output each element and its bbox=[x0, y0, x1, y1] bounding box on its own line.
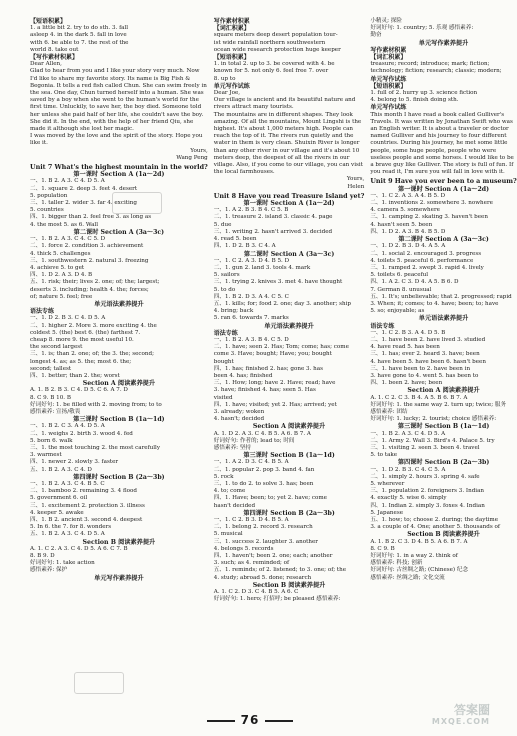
section-heading: 单元语法素养提升 bbox=[418, 315, 469, 323]
answer-line: 3. warmest bbox=[30, 452, 62, 459]
subheading: 【词汇积累】 bbox=[213, 25, 250, 33]
answer-line: ist wide rainfall northern southwestern bbox=[213, 39, 326, 46]
section-heading: Section A 阅读素养提升 bbox=[82, 380, 156, 388]
answer-line: 一、1. D 2. B 3. C 4. D 5. A bbox=[30, 315, 106, 322]
unit-title: Unit 9 Have you ever been to a museum? bbox=[370, 177, 517, 186]
answer-line: 3. When; it; comes; to 4. have; been; to; have bbox=[370, 300, 499, 307]
answer-line: 5. toilets 6. peaceful bbox=[370, 272, 429, 279]
section-heading: 第一课时 Section A (1a～2d) bbox=[73, 171, 165, 179]
answer-line: known for 5. not only 6. feel free 7. over bbox=[213, 68, 329, 75]
answer-line: 四、1. D 2. A 3. B 4. B 5. D bbox=[370, 228, 446, 235]
answer-line: 好词好句: 1. be filled with 2. moving from; to to bbox=[30, 401, 162, 408]
section-heading: 单元写作素养提升 bbox=[418, 39, 469, 47]
answer-line: 二、1. belong 2. record 3. research bbox=[213, 524, 313, 531]
section-heading: 第二课时 Section A (3a～3c) bbox=[73, 228, 165, 236]
answer-line: 好词好句: 1. lucky; 2. tourist; choice 感悟素养: bbox=[370, 416, 497, 423]
answer-line: Our village is ancient and its beautiful nature and rivers attract many tourists. bbox=[213, 97, 356, 111]
answer-line: 5. ran 6. towards 7. marks bbox=[213, 315, 289, 322]
answer-line: 三、1. taller 2. wider 3. far 4. exciting bbox=[30, 200, 137, 207]
answer-line: visited bbox=[213, 394, 233, 401]
answer-line: 4. exactly 5. wise 6. simply bbox=[370, 495, 447, 502]
subheading: 语法专练 bbox=[30, 308, 55, 316]
answer-line: asleep 4. in the dark 5. fall in love bbox=[30, 32, 127, 39]
answer-line: 4. study; abroad 5. done; research bbox=[213, 574, 312, 581]
answer-line: 5. due bbox=[213, 221, 232, 228]
answer-line: A. 1. C 2. C 3. B 4. A 5. B 6. B 7. A bbox=[370, 394, 468, 401]
answer-line: 4. belong to 5. finish doing sth. bbox=[370, 97, 459, 104]
answer-line: A. 1. C 2. D 3. C 4. B 5. A 6. C bbox=[213, 589, 299, 596]
answer-line: 二、1. higher 2. More 3. more exciting 4. the bbox=[30, 322, 157, 329]
answer-line: 一、1. A 2. B 3. B 4. C 5. B bbox=[213, 207, 289, 214]
answer-line: 8. C 9. B 10. B bbox=[30, 394, 71, 401]
answer-line: square meters deep desert population tour- bbox=[213, 32, 338, 39]
answer-line: 五、1. B 2. A 3. C 4. D bbox=[30, 466, 92, 473]
section-heading: 第三课时 Section B (1a～1d) bbox=[397, 423, 490, 431]
column-right bbox=[370, 18, 516, 708]
section-heading: 第三课时 Section B (1a～1d) bbox=[73, 416, 165, 424]
answer-line: 好词好句: 1. hero; 打招呼; be pleased 感悟素养: bbox=[213, 596, 341, 603]
answer-line: technology; fiction; research; classic; modern; bbox=[370, 68, 502, 75]
answer-line: 三、1. population 2. foreigners 3. Indian bbox=[370, 488, 485, 495]
subheading: 【写作素材积累】 bbox=[30, 54, 79, 62]
answer-line: 好词好句: 古丝绸之路; (Chinese) 纪念 bbox=[370, 567, 469, 574]
subheading: 语法专练 bbox=[370, 322, 395, 330]
answer-line: A. 1. B 2. B 3. C 4. D 5. C 6. A 7. D bbox=[30, 387, 128, 394]
answer-line: 三、1. is; than 2. one; of; the 3. the; second; bbox=[30, 351, 154, 358]
answer-line: 四、1. D 2. A 3. D 4. B bbox=[30, 272, 93, 279]
answer-line: 5. In 6. the 7. for 8. wonders bbox=[30, 524, 112, 531]
answer-line: hasn't decided bbox=[213, 502, 256, 509]
answer-line: world 8. take out bbox=[30, 46, 79, 53]
answer-line: 好词好句: 1. take action bbox=[30, 560, 95, 567]
answer-line: 一、1. A 2. D 3. C 4. B 5. A bbox=[213, 459, 289, 466]
answer-line: cheap 8. more 9. the most useful 10. bbox=[30, 336, 134, 343]
subheading: 【短语积累】 bbox=[213, 54, 250, 62]
answer-line: 4. belongs 5. records bbox=[213, 545, 274, 552]
site-watermark bbox=[432, 704, 490, 728]
answer-line: of; nature 5. feel; free bbox=[30, 293, 93, 300]
answer-line: A. 1. B 2. C 3. D 4. B 5. A 6. B 7. A bbox=[370, 538, 468, 545]
answer-line: 一、1. B 2. A 3. C 4. B 5. C bbox=[30, 481, 105, 487]
answer-line: 5. rock bbox=[213, 473, 234, 480]
answer-line: 四、1. A 2. C 3. D 4. A 5. B 6. D bbox=[370, 279, 459, 286]
answer-line: 五、1. B 2. A 3. C 4. D 5. A bbox=[30, 531, 105, 538]
answer-line: 感悟素养: 宣扬/敬畏 bbox=[30, 408, 81, 415]
answer-line: 三、1. visiting 2. seen 3. been 4. travel bbox=[370, 444, 480, 451]
unit-title: Unit 7 What's the highest mountain in the world? bbox=[30, 163, 208, 172]
faint-stamp-mark bbox=[74, 672, 124, 694]
answer-line: 四、1. D 2. B 3. C 4. A bbox=[213, 243, 276, 250]
answer-line: 5. born 6. walk bbox=[30, 437, 73, 444]
section-heading: Section A 阅读素养提升 bbox=[407, 387, 480, 395]
answer-line: 五、1. kills; for; food 2. one; day 3. another; ship bbox=[213, 300, 351, 307]
answer-line: 三、1. camping 2. skating 3. haven't been bbox=[370, 214, 488, 221]
answer-line: 4. to; come bbox=[213, 488, 246, 495]
answer-line: treasure; record; introduce; mark; fiction; bbox=[370, 61, 490, 68]
answer-line: Wang Peng bbox=[176, 154, 208, 161]
answer-line: 一、1. B 2. A 3. C 4. C 5. D bbox=[30, 236, 106, 243]
answer-line: 三、1. the most touching 2. the most carefully bbox=[30, 444, 161, 451]
answer-line: 7. German 8. unusual bbox=[370, 286, 432, 293]
subheading: 写作素材积累 bbox=[213, 18, 250, 25]
answer-line: 四、1. better; than 2. the; worst bbox=[30, 372, 120, 379]
answer-line: 8. up to bbox=[213, 75, 236, 82]
answer-line: 二、1. force 2. condition 3. achievement bbox=[30, 243, 144, 250]
answer-line: I was moved by the love and the spirit of the story. Hope you like it. bbox=[30, 133, 203, 147]
section-heading: 单元语法素养提升 bbox=[264, 322, 314, 330]
answer-line: 五、1. It's; unbelievable; that 2. progressed; rapid bbox=[370, 293, 512, 300]
answer-line: 1. a little bit 2. try to do sth. 3. fall bbox=[30, 25, 129, 32]
answer-line: 3. have gone to 4. went 5. has been to bbox=[370, 372, 479, 379]
answer-line: 1. full of 2. hurry up 3. science fiction bbox=[370, 90, 478, 97]
unit-title: Unit 8 Have you read Treasure Island yet? bbox=[213, 191, 365, 200]
answer-line: 5. wherever bbox=[370, 481, 405, 487]
answer-line: 五、1. how; to; choose 2. during; the daytime bbox=[370, 517, 499, 524]
answer-line: 5. so; enjoyable; as bbox=[370, 308, 425, 315]
answer-line: 二、1. social 2. encouraged 3. progress bbox=[370, 250, 482, 257]
section-heading: 第一课时 Section A (1a～2d) bbox=[243, 200, 335, 208]
section-heading: 第一课时 Section A (1a～2d) bbox=[398, 185, 490, 193]
subheading: 语法专练 bbox=[213, 329, 238, 337]
answer-line: The mountains are in different shapes. They look amazing. Of all the mountains, Mount Lingshi is the highest. It's about 1,000 meters high. People can reach the top of it. The rivers run quietly and the water in them is very clean. Shuixin River is longer than any other river in our village and it's about 10 meters deep, the deepest of all the rivers in our village. Also, if you come to our village, you can visit the local farmhouses. bbox=[213, 111, 363, 176]
subheading: 【词汇积累】 bbox=[370, 54, 407, 62]
answer-line: bought bbox=[213, 358, 234, 365]
section-heading: Section B 阅读素养提升 bbox=[82, 538, 156, 546]
answer-line: 5. sailors bbox=[213, 272, 240, 279]
answer-line: 四、1. haven't; been 2. one; each; another bbox=[213, 553, 333, 560]
answer-line: 3. a couple of 4. One; another 5. thousands of bbox=[370, 524, 500, 531]
subheading: 单元写作试练 bbox=[213, 82, 250, 90]
section-heading: 单元写作素养提升 bbox=[94, 574, 144, 582]
answer-line: 感悟素养: 团结 bbox=[370, 408, 408, 415]
answer-line: 8. B 9. D bbox=[30, 553, 55, 560]
answer-line: 勤奋 bbox=[370, 32, 382, 39]
answer-line: 3. have; finished 4. has; seen 5. Has bbox=[213, 387, 316, 394]
answer-line: 四、1. been 2. have; been bbox=[370, 380, 443, 387]
answer-line: coldest 5. (the) best 6. (the) farthest 7. bbox=[30, 329, 141, 336]
answer-line: Yours, bbox=[190, 147, 208, 154]
section-heading: 单元语法素养提升 bbox=[94, 300, 144, 308]
answer-line: 一、1. B 2. A 3. B 4. C 5. D bbox=[213, 336, 289, 343]
answer-line: 3. such; as 4. reminded; of bbox=[213, 560, 290, 567]
answer-line: 三、1. to do 2. to solve 3. has; been bbox=[213, 481, 314, 487]
answer-line: 三、1. writing 2. hasn't arrived 3. decided bbox=[213, 228, 333, 235]
answer-line: 四、1. B 2. D 3. A 4. C 5. C bbox=[213, 293, 289, 300]
answer-line: 三、1. have been to 2. have been in bbox=[370, 365, 471, 372]
answer-line: 感悟素养: 保护 bbox=[30, 567, 68, 574]
section-heading: 第二课时 Section A (3a～3c) bbox=[398, 236, 489, 244]
answer-line: This month I have read a book called Gulliver's Travels. It was written by Jonathan Swift who was an English writer. It is about a traveler or doctor named Gulliver and his journey to four different countries. During his journey, he met some little people, some huge people, people who were useless people and some horses. I would like to be a brave guy like Gulliver. The story is full of fun. If you read it, I'm sure you will fall in love with it. bbox=[370, 111, 514, 176]
answer-line: 小精灵; 探险 bbox=[370, 18, 402, 24]
answer-line: 四、1. Have; been; to; yet 2. have; come bbox=[213, 495, 327, 502]
answer-line: 三、1. excitement 2. protection 3. illness bbox=[30, 502, 145, 509]
answer-line: 五、1. reminds; of 2. listened; to 3. one; of; the bbox=[213, 567, 347, 574]
answer-line: 4. have been 5. have been 6. hasn't been bbox=[370, 358, 486, 365]
answer-line: Helen bbox=[347, 183, 365, 190]
answer-line: 感悟素养: 丝绸之路; 文化交流 bbox=[370, 574, 445, 581]
faint-stamp-mark bbox=[112, 192, 162, 214]
answer-line: 4. have read 5. has been bbox=[370, 344, 440, 351]
answer-line: 四、1. have; visited; yet 2. Has; arrived; yet bbox=[213, 401, 337, 408]
section-heading: 第二课时 Section A (3a～3c) bbox=[243, 250, 335, 258]
answer-line: 好词好句: 1. the same way 2. turn up; twice; 服务 bbox=[370, 401, 507, 408]
answer-line: 一、1. D 2. B 3. C 4. C 5. A bbox=[370, 466, 446, 473]
answer-line: 好词好句: 1. in a way 2. think of bbox=[370, 553, 458, 560]
section-heading: 第四课时 Section B (2a～3b) bbox=[243, 509, 335, 517]
answer-line: 好词好句: 1. country; 5. 乐观 感悟素养: bbox=[370, 25, 474, 32]
answer-line: 四、1. newer 2. slowly 3. faster bbox=[30, 459, 119, 466]
answer-line: 三、1. has; ever 2. heard 3. have; been bbox=[370, 351, 480, 358]
answer-line: 4. thick 5. challenges bbox=[30, 250, 91, 257]
column-left bbox=[30, 18, 208, 708]
answer-line: 二、1. gun 2. land 3. tools 4. mark bbox=[213, 264, 311, 271]
answer-line: 3. already; woken bbox=[213, 408, 265, 415]
answer-line: 一、1. D 2. B 3. D 4. A 5. A bbox=[370, 243, 446, 250]
answer-line: 二、1. treasure 2. island 3. classic 4. page bbox=[213, 214, 333, 221]
answer-line: 感悟素养: 坚持 bbox=[213, 444, 252, 451]
answer-line: 8. C 9. B bbox=[370, 545, 395, 552]
subheading: 【短语积累】 bbox=[30, 18, 67, 25]
answer-line: 感悟素养: 科技; 创新 bbox=[370, 560, 423, 567]
answer-line: 三、1. How; long; have 2. Have; read; have bbox=[213, 380, 336, 387]
answer-line: 二、1. square 2. deep 3. feet 4. desert bbox=[30, 185, 138, 192]
answer-line: Yours, bbox=[346, 176, 365, 183]
answer-line: 5. countries bbox=[30, 207, 64, 214]
section-heading: 第四课时 Section B (2a～3b) bbox=[397, 459, 490, 467]
answer-line: 一、1. C 2. B 3. A 4. D 5. B bbox=[370, 329, 446, 336]
answer-line: 4. keeper 5. awake bbox=[30, 509, 84, 516]
answer-line: come 3. Have; bought; Have; you; bought bbox=[213, 351, 332, 358]
answer-line: 二、1. have; seen 2. Has; Tom; come; has; come bbox=[213, 344, 349, 351]
answer-line: 好词好句: 作者的; lead to; 时间 bbox=[213, 437, 295, 444]
answer-line: 三、1. trying 2. knives 3. met 4. have thought bbox=[213, 279, 343, 286]
answer-line: longest 4. as; as 5. the; most 6. the; bbox=[30, 358, 132, 365]
answer-line: 4. read 5. been bbox=[213, 236, 257, 243]
subheading: 单元写作试练 bbox=[370, 104, 407, 112]
answer-line: Glad to hear from you and I like your story very much. Now I'd like to share my favorite story. Its name is Big Fish & Begonia. It tells a red fish called Chun. She can swim freely in the sea. One day, Chun turned herself into a human. She was saved by a boy when she went to the human's world for the first time. Unluckily, to save her, the boy died. Someone told her unless she paid half of her life, she couldn't save the boy. She did it. In the end, with the help of her friend Qiu, she made it although she lost her magic. bbox=[30, 68, 207, 133]
answer-line: 三、1. success 2. laughter 3. another bbox=[213, 538, 318, 545]
answer-line: 一、1. C 2. B 3. D 4. B 5. A bbox=[213, 517, 289, 524]
section-heading: Section B 阅读素养提升 bbox=[407, 531, 480, 539]
answer-line: 四、1. B 2. ancient 3. second 4. deepest bbox=[30, 517, 143, 524]
answer-line: 一、1. C 2. A 3. D 4. B 5. D bbox=[213, 257, 290, 264]
column-middle bbox=[214, 18, 365, 708]
answer-line: 1. in total 2. up to 3. be covered with 4. be bbox=[213, 61, 335, 68]
answer-line: 二、1. have been 2. have lived 3. studied bbox=[370, 336, 486, 343]
section-heading: 第四课时 Section B (2a～3b) bbox=[73, 473, 165, 481]
answer-line: 5. government 6. oil bbox=[30, 495, 88, 502]
answer-line: 5. to do bbox=[213, 286, 236, 293]
answer-line: 二、1. popular 2. pop 3. band 4. fan bbox=[213, 466, 315, 473]
answer-line: 5. Japanese bbox=[370, 509, 404, 516]
answer-line: 二、1. Army 2. Wall 3. Bird's 4. Palace 5. try bbox=[370, 437, 495, 444]
answer-line: 一、1. C 2. A 3. A 4. B 5. D bbox=[370, 192, 446, 199]
answer-line: second; tallest bbox=[30, 365, 72, 372]
watermark-title: 答案圈 bbox=[453, 703, 490, 717]
answer-line: 4. toilets 5. peaceful 6. performance bbox=[370, 257, 474, 264]
section-heading: 第三课时 Section B (1a～1d) bbox=[243, 452, 335, 460]
answer-line: 5. to take bbox=[370, 452, 398, 459]
answer-line: 四、1. has; finished 2. has; gone 3. has bbox=[213, 365, 323, 372]
answer-line: 一、1. B 2. A 3. C 4. D 5. A bbox=[30, 178, 105, 185]
answer-line: been 4. has; finished bbox=[213, 372, 273, 379]
answer-line: 4. hasn't seen 5. been bbox=[370, 221, 433, 228]
answer-line: 二、1. simply 2. hours 3. spring 4. safe bbox=[370, 473, 480, 480]
answer-line: 5. musical bbox=[213, 531, 243, 538]
answer-key-page bbox=[30, 18, 517, 708]
answer-line: A. 1. D 2. A 3. C 4. B 5. A 6. B 7. A bbox=[213, 430, 311, 437]
subheading: 写作素材积累 bbox=[370, 46, 407, 54]
answer-line: ocean wide research protection huge keeper bbox=[213, 46, 341, 53]
answer-line: 二、1. bamboo 2. remaining 3. 4 flood bbox=[30, 488, 137, 495]
answer-line: deserts 3. including; health 4. the; forces; bbox=[30, 286, 149, 293]
answer-line: 一、1. B 2. C 3. A 4. D 5. A bbox=[30, 423, 105, 430]
answer-line: 4. the most 5. as 6. Wall bbox=[30, 221, 99, 228]
answer-line: 三、1. southwestern 2. natural 3. freezing bbox=[30, 257, 149, 264]
answer-line: 四、1. bigger than 2. feel free 3. as long as bbox=[30, 214, 152, 221]
section-heading: Section A 阅读素养提升 bbox=[252, 423, 326, 431]
answer-line: 5. population bbox=[30, 192, 68, 199]
answer-line: 五、1. risk; their; lives 2. one; of; the; largest; bbox=[30, 279, 160, 286]
answer-line: 四、1. Indian 2. simply 3. foxes 4. Indian bbox=[370, 502, 485, 509]
answer-line: 二、1. inventions 2. somewhere 3. nowhere bbox=[370, 200, 493, 207]
section-heading: Section B 阅读素养提升 bbox=[252, 581, 326, 589]
answer-line: the second largest bbox=[30, 344, 83, 351]
subheading: 【短语积累】 bbox=[370, 82, 407, 90]
answer-line: 一、1. B 2. A 3. C 4. D 5. A bbox=[370, 430, 446, 437]
watermark-url: MXQE.COM bbox=[431, 717, 490, 726]
page-number: 76 bbox=[0, 713, 500, 727]
answer-line: 4. achieve 5. to get bbox=[30, 264, 85, 271]
answer-line: 4. hasn't; decided bbox=[213, 416, 265, 423]
answer-line: A. 1. C 2. A 3. C 4. D 5. A 6. C 7. B bbox=[30, 545, 128, 552]
answer-line: with 6. be able to 7. the rest of the bbox=[30, 39, 129, 46]
subheading: 单元写作试练 bbox=[370, 75, 407, 83]
answer-line: 三、1. ramped 2. swept 3. rapid 4. lively bbox=[370, 264, 484, 271]
answer-line: 4. camera 5. somewhere bbox=[370, 207, 440, 214]
answer-line: 二、1. weighs 2. birth 3. wood 4. fed bbox=[30, 430, 133, 437]
answer-line: Dear Allen, bbox=[30, 61, 62, 68]
answer-line: Dear Joe, bbox=[213, 90, 241, 97]
answer-line: 4. bring; back bbox=[213, 308, 254, 315]
